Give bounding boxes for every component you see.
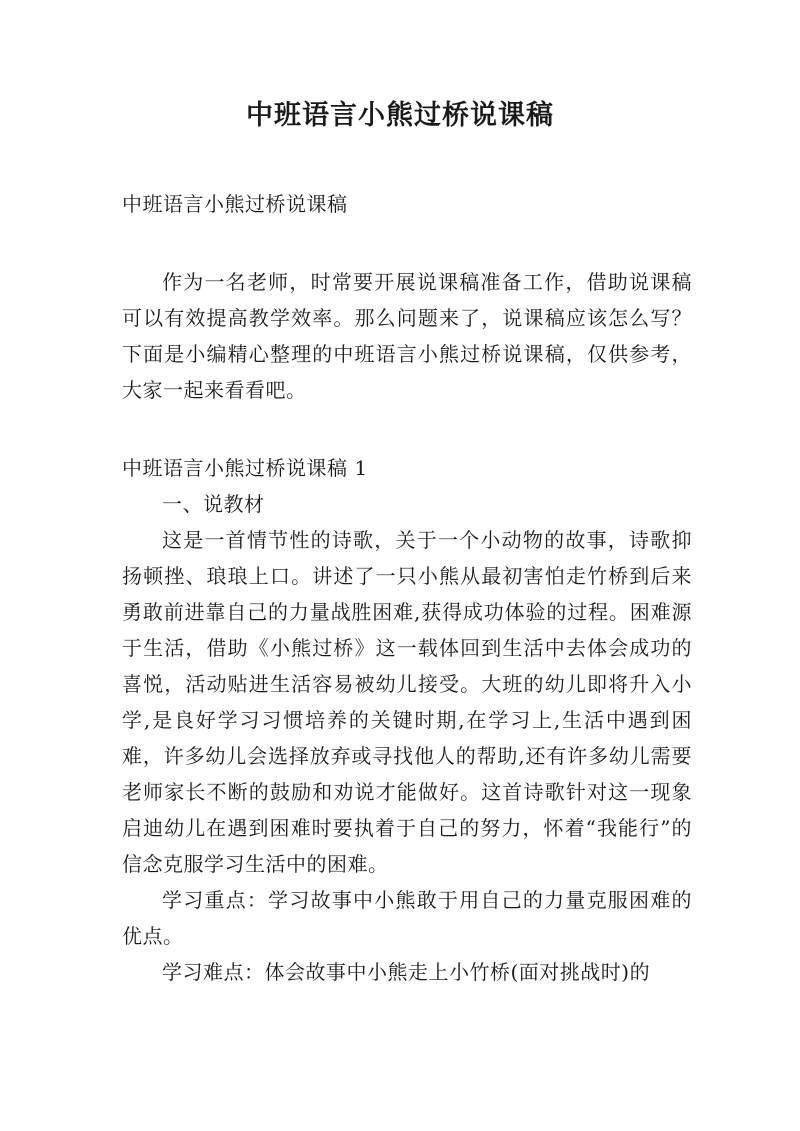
intro-paragraph: 作为一名老师，时常要开展说课稿准备工作，借助说课稿可以有效提高教学效率。那么问题来了，说课稿应该怎么写？下面是小编精心整理的中班语言小熊过桥说课稿，仅供参考，大家一起来看看吧。 (122, 270, 692, 402)
document-title: 中班语言小熊过桥说课稿 (246, 100, 554, 131)
learning-difficulty-paragraph: 学习难点：体会故事中小熊走上小竹桥(面对挑战时)的 (162, 960, 651, 984)
document-body (122, 186, 692, 990)
heading-teaching-material: 一、说教材 (162, 492, 265, 516)
document-subtitle: 中班语言小熊过桥说课稿 (122, 192, 348, 216)
section-title: 中班语言小熊过桥说课稿 1 (122, 456, 368, 480)
material-paragraph: 这是一首情节性的诗歌，关于一个小动物的故事，诗歌抑扬顿挫、琅琅上口。讲述了一只小熊从最初害怕走竹桥到后来勇敢前进靠自己的力量战胜困难,获得成功体验的过程。困难源于生活，借助《小熊过桥》这一载体回到生活中去体会成功的喜悦，活动贴进生活容易被幼儿接受。大班的幼儿即将升入小学,是良好学习习惯培养的关键时期,在学习上,生活中遇到困难，许多幼儿会选择放弃或寻找他人的帮助,还有许多幼儿需要老师家长不断的鼓励和劝说才能做好。这首诗歌针对这一现象启迪幼儿在遇到困难时要执着于自己的努力，怀着“我能行”的信念克服学习生活中的困难。 (122, 528, 692, 876)
learning-focus-paragraph: 学习重点：学习故事中小熊敢于用自己的力量克服困难的优点。 (122, 888, 692, 948)
